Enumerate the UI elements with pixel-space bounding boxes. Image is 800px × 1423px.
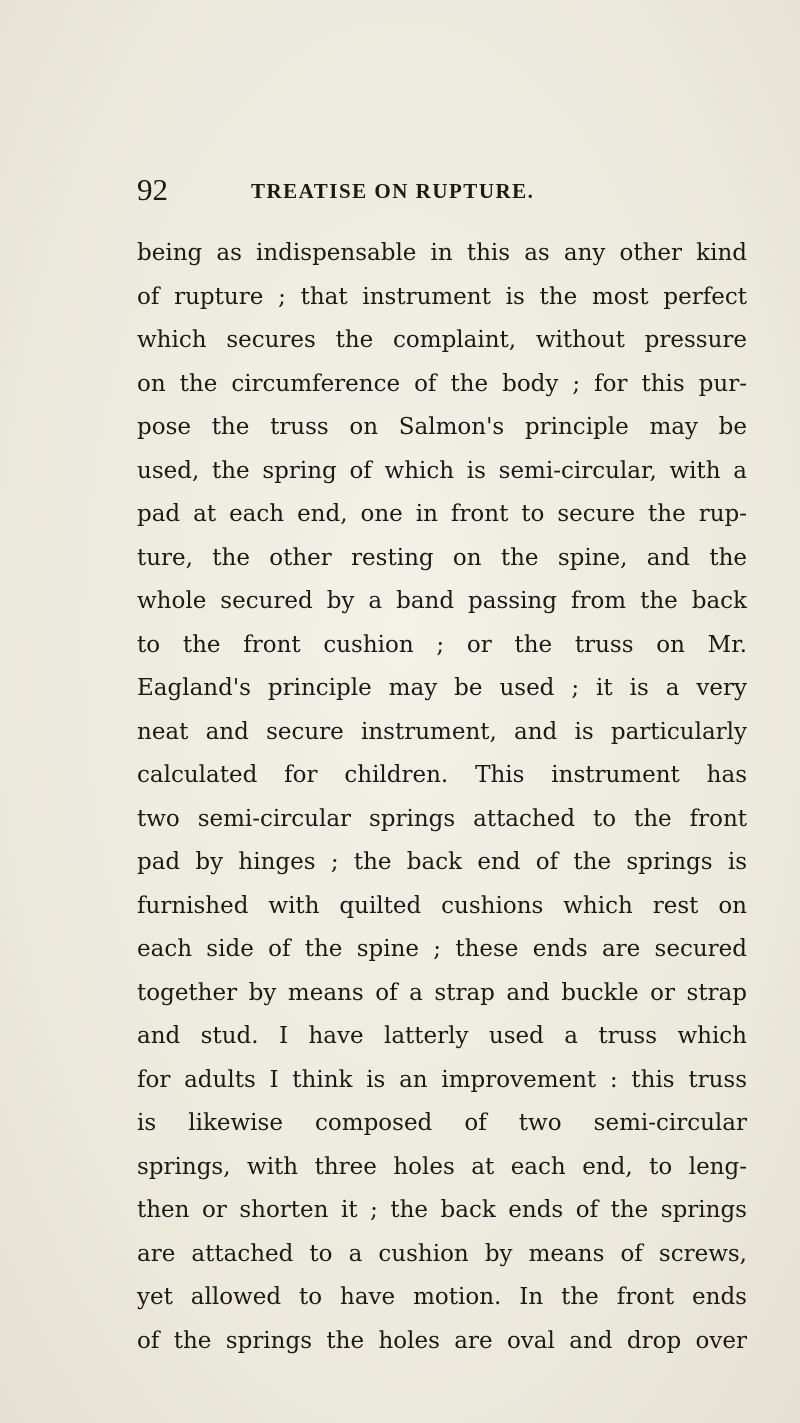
page-header <box>137 172 757 212</box>
text-line: springs, with three holes at each end, to leng- <box>137 1153 747 1180</box>
text-line: being as indispensable in this as any other kind <box>137 240 747 266</box>
text-line: and stud. I have latterly used a truss which <box>137 1023 747 1049</box>
text-line: two semi-circular springs attached to the front <box>137 805 747 832</box>
text-line: on the circumference of the body ; for this pur- <box>137 370 747 397</box>
text-line: of rupture ; that instrument is the most perfect <box>137 283 747 310</box>
text-line: is likewise composed of two semi-circular <box>137 1110 747 1136</box>
text-line: yet allowed to have motion. In the front ends <box>137 1284 747 1310</box>
text-line: which secures the complaint, without pressure <box>137 327 747 353</box>
text-line: used, the spring of which is semi-circular, with a <box>137 457 747 484</box>
text-line: for adults I think is an improvement : this truss <box>137 1066 747 1093</box>
text-line: neat and secure instrument, and is particularly <box>137 718 747 745</box>
running-title: TREATISE ON RUPTURE. <box>251 179 535 203</box>
text-line: pose the truss on Salmon's principle may be <box>137 414 747 440</box>
text-line: whole secured by a band passing from the back <box>137 588 747 614</box>
text-line: pad by hinges ; the back end of the springs is <box>137 849 747 875</box>
text-line: Eagland's principle may be used ; it is a very <box>137 675 747 701</box>
text-line: together by means of a strap and buckle or strap <box>137 979 747 1006</box>
body-text <box>137 232 747 1363</box>
text-line: ture, the other resting on the spine, and the <box>137 544 747 571</box>
text-line: calculated for children. This instrument has <box>137 762 747 788</box>
text-line: pad at each end, one in front to secure the rup- <box>137 501 747 527</box>
text-line: each side of the spine ; these ends are secured <box>137 936 747 962</box>
text-line: furnished with quilted cushions which rest on <box>137 892 747 919</box>
text-line: of the springs the holes are oval and drop over <box>137 1327 747 1354</box>
text-line: to the front cushion ; or the truss on Mr. <box>137 631 747 658</box>
text-line: then or shorten it ; the back ends of the springs <box>137 1197 747 1223</box>
page-number: 92 <box>137 172 168 207</box>
text-line: are attached to a cushion by means of screws, <box>137 1240 747 1267</box>
